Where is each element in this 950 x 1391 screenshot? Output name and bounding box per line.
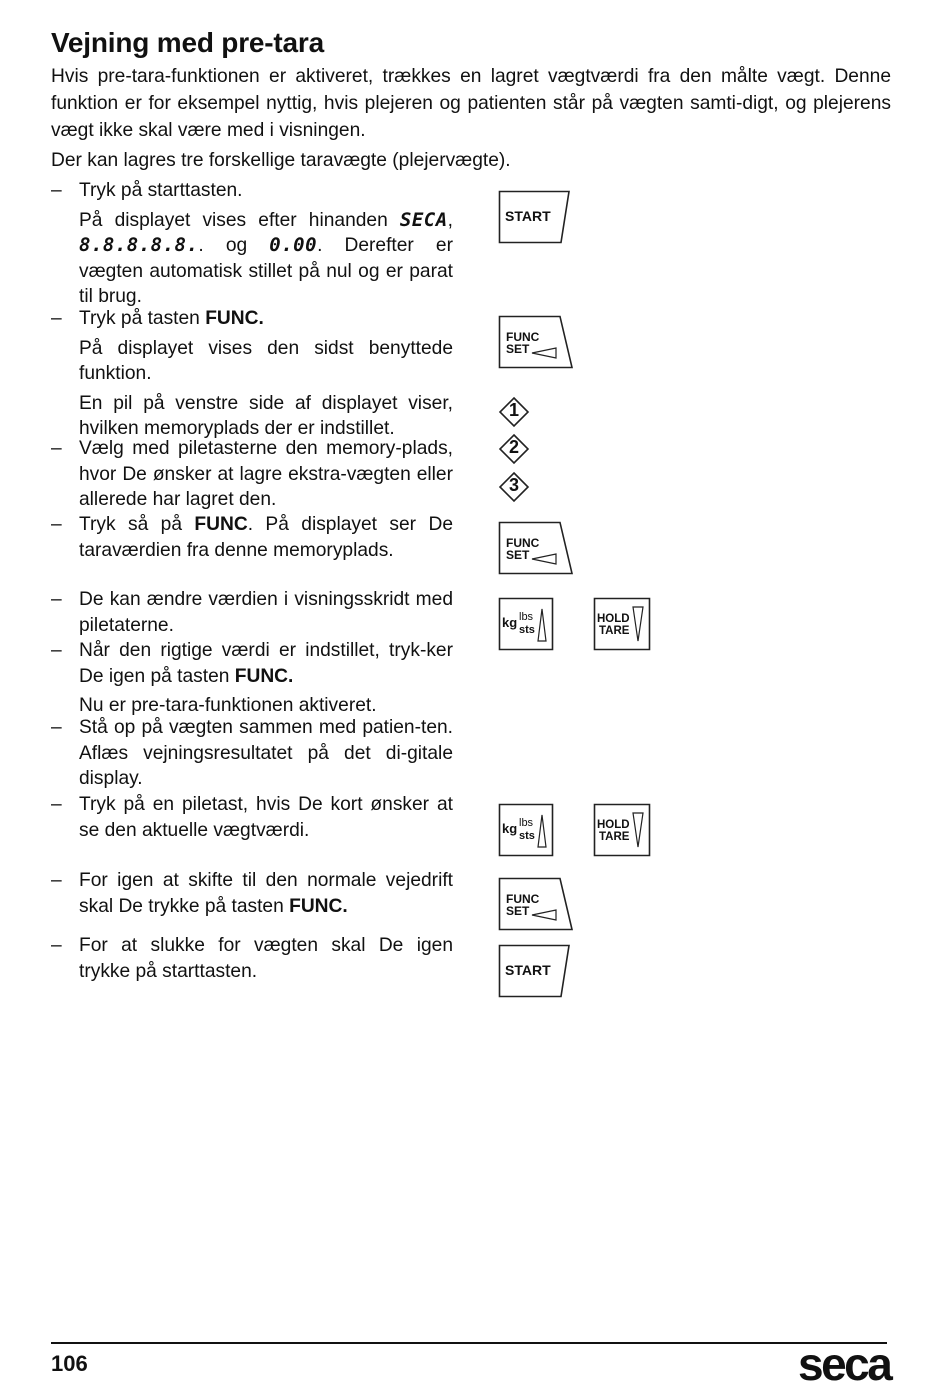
step-switch-off <box>51 933 453 984</box>
step-text: Tryk på starttasten. <box>79 180 243 201</box>
bullet-dash: – <box>51 438 62 459</box>
lcd-segments: 8.8.8.8.8. <box>79 234 199 256</box>
unit-key-icon: kg lbs sts <box>498 803 554 855</box>
step-show-current-weight <box>51 792 453 843</box>
step-stand-on-scale <box>51 715 453 792</box>
step-back-to-normal <box>51 868 453 919</box>
func-set-key-icon: FUNC SET <box>498 521 572 573</box>
bullet-dash: – <box>51 640 62 661</box>
lcd-seca: SECA <box>399 208 448 231</box>
step-text: Tryk på tasten FUNC. <box>79 308 264 329</box>
step-note-activated: Nu er pre-tara-funktionen aktiveret. <box>79 695 377 716</box>
seca-logo: seca <box>798 1338 891 1390</box>
start-key-icon: START <box>498 944 572 996</box>
unit-key-icon: kg lbs sts <box>498 597 554 649</box>
func-set-key-icon: FUNC SET <box>498 315 572 367</box>
memory-3-arrow-icon: 3 <box>498 471 530 503</box>
memory-1-arrow-icon: 1 <box>498 396 530 428</box>
step-select-memory <box>51 436 453 513</box>
step-press-func-tare <box>51 512 453 563</box>
page-number: 106 <box>51 1351 88 1376</box>
step-note-arrow: En pil på venstre side af displayet viser, hvilken memoryplads der er indstillet. <box>79 392 453 439</box>
step-change-value <box>51 587 453 638</box>
step-text: Tryk på en piletast, hvis De kort ønsker at se den aktuelle vægtværdi. <box>79 794 453 841</box>
bullet-dash: – <box>51 935 62 956</box>
step-text: For igen at skifte til den normale vejedrift skal De trykke på tasten FUNC. <box>79 870 453 917</box>
bullet-dash: – <box>51 308 62 329</box>
footer-divider <box>51 1342 887 1344</box>
bullet-dash: – <box>51 589 62 610</box>
step-text: Stå op på vægten sammen med patien-ten. Aflæs vejningsresultatet på det di-gitale display. <box>79 717 453 789</box>
memory-2-arrow-icon: 2 <box>498 433 530 465</box>
lcd-zero: 0.00 <box>269 234 318 256</box>
step-display-sequence: På displayet vises efter hinanden SECA, 8.8.8.8.8.. og 0.00. Derefter er vægten automatisk stillet på nul og er parat til brug. <box>79 208 453 307</box>
bullet-dash: – <box>51 180 62 201</box>
step-text: De kan ændre værdien i visningsskridt med piletaterne. <box>79 589 453 636</box>
step-text: Vælg med piletasterne den memory-plads, hvor De ønsker at lagre ekstra-vægten eller allerede har lagret den. <box>79 438 453 510</box>
step-press-func <box>51 306 453 442</box>
func-set-key-icon: FUNC SET <box>498 877 572 929</box>
step-text: For at slukke for vægten skal De igen trykke på starttasten. <box>79 935 453 982</box>
step-press-start <box>51 178 453 310</box>
hold-tare-key-icon: HOLD TARE <box>593 597 651 649</box>
start-key-icon: START <box>498 190 572 242</box>
step-note-last-function: På displayet vises den sidst benyttede funktion. <box>79 337 453 384</box>
step-confirm-func <box>51 638 453 719</box>
step-text: Tryk så på FUNC. På displayet ser De taraværdien fra denne memoryplads. <box>79 514 453 561</box>
page-title: Vejning med pre-tara <box>51 27 324 58</box>
bullet-dash: – <box>51 717 62 738</box>
bullet-dash: – <box>51 794 62 815</box>
intro-paragraph-1: Hvis pre-tara-funktionen er aktiveret, trækkes en lagret vægtværdi fra den målte vægt. Denne funktion er for eksempel nyttig, hvis plejeren og patienten står på vægten samti-digt, og plejerens vægt ikke skal være med i visningen. <box>51 66 891 141</box>
hold-tare-key-icon: HOLD TARE <box>593 803 651 855</box>
bullet-dash: – <box>51 870 62 891</box>
bullet-dash: – <box>51 514 62 535</box>
intro-paragraph-2: Der kan lagres tre forskellige taravægte (plejervægte). <box>51 150 511 171</box>
step-text: Når den rigtige værdi er indstillet, tryk-ker De igen på tasten FUNC. <box>79 640 453 687</box>
